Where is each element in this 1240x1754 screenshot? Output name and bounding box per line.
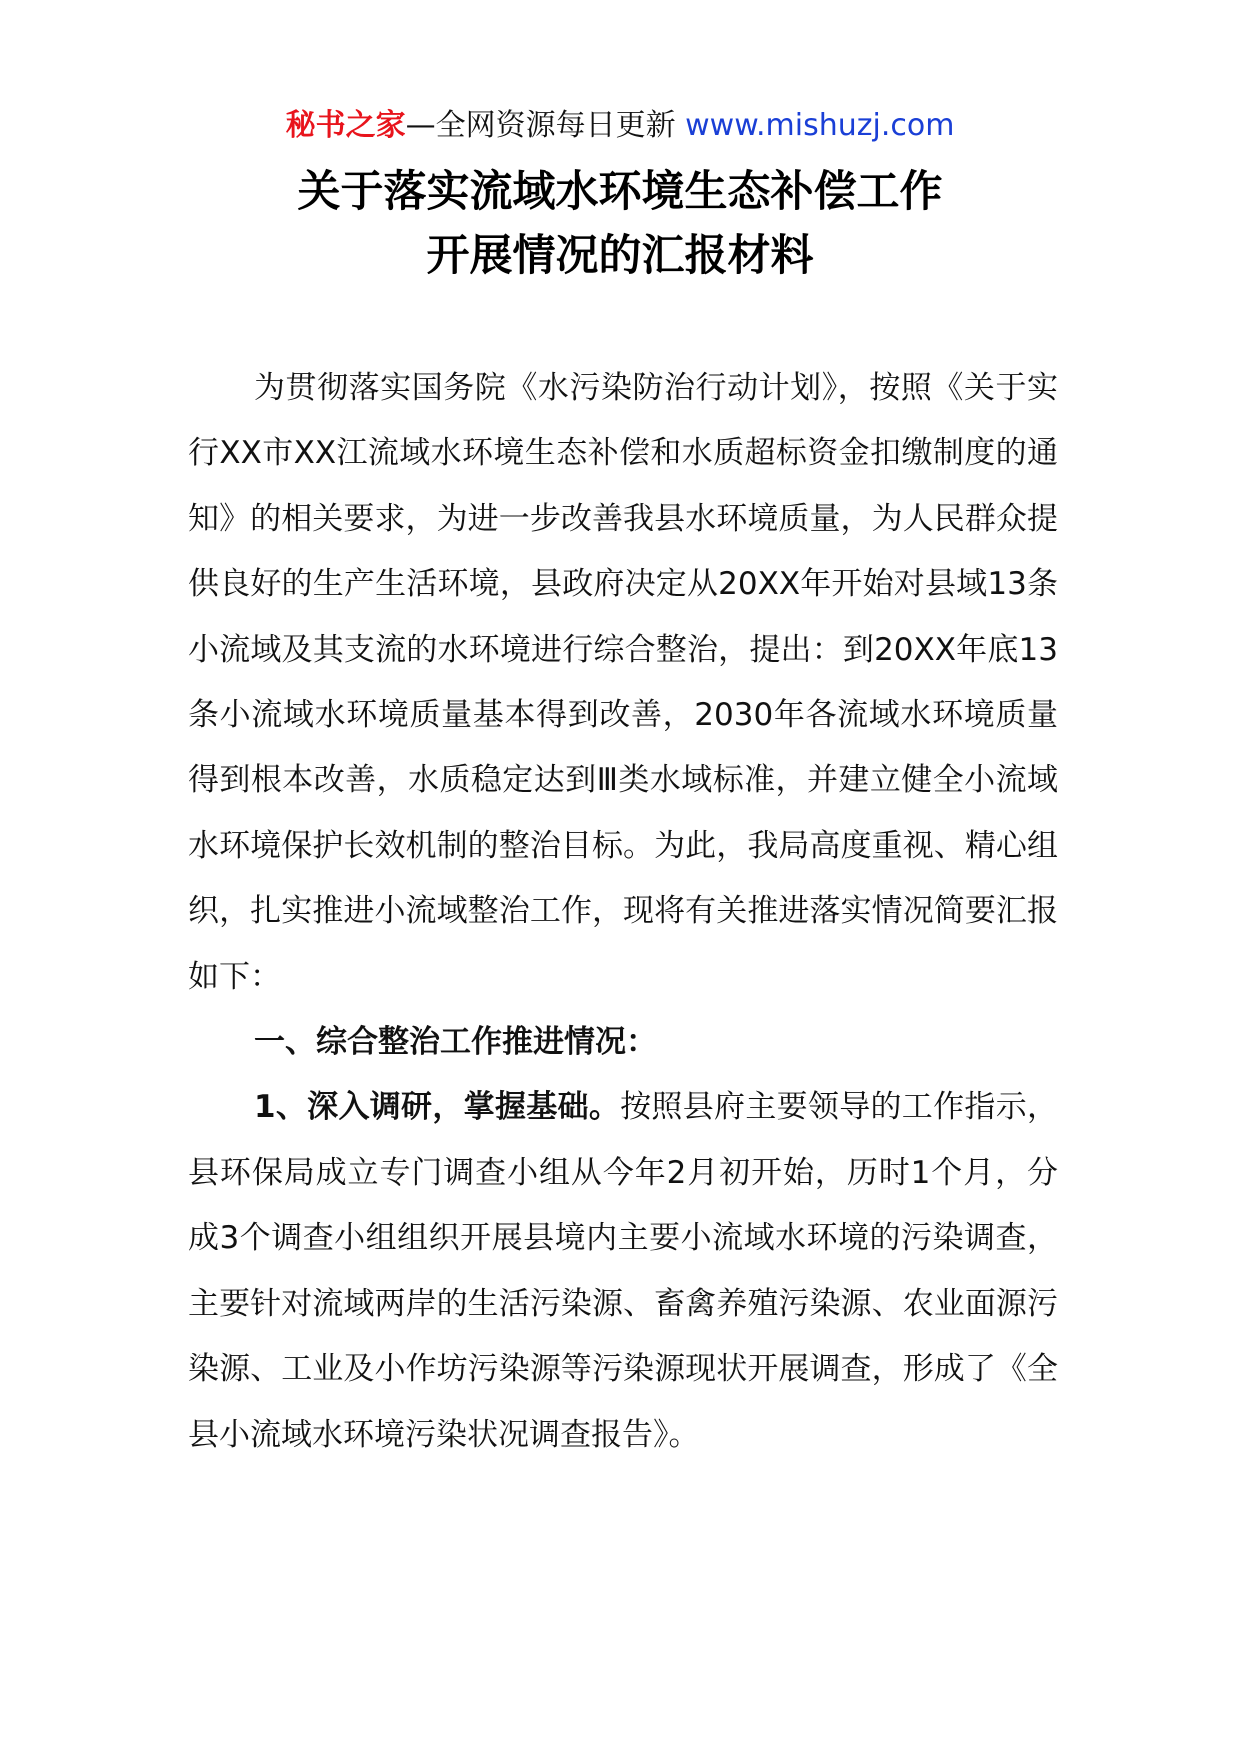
item-text: 按照县府主要领导的工作指示，县环保局成立专门调查小组从今年2月初开始，历时1个月，分成3个调查小组组织开展县境内主要小流域水环境的污染调查，主要针对流域两岸的生活污染源、畜禽养殖污染源、农业面源污染源、工业及小作坊污染源等污染源现状开展调查，形成了《全县小流域水环境污染状况调查报告》。	[188, 1089, 1058, 1453]
document-title	[0, 160, 1240, 288]
title-line-1: 关于落实流域水环境生态补偿工作	[297, 167, 943, 217]
item-lead: 1、深入调研，掌握基础。	[254, 1089, 621, 1126]
item-paragraph	[188, 1075, 1058, 1467]
section-heading: 一、综合整治工作推进情况：	[254, 1024, 657, 1061]
title-line-2: 开展情况的汇报材料	[426, 231, 814, 281]
document-body	[188, 356, 1058, 1468]
site-tagline: —全网资源每日更新	[405, 108, 686, 143]
site-header	[0, 104, 1240, 148]
site-brand: 秘书之家	[285, 108, 406, 143]
site-url-link[interactable]: www.mishuzj.com	[685, 108, 955, 143]
intro-paragraph: 为贯彻落实国务院《水污染防治行动计划》，按照《关于实行XX市XX江流域水环境生态补偿和水质超标资金扣缴制度的通知》的相关要求，为进一步改善我县水环境质量，为人民群众提供良好的生产生活环境，县政府决定从20XX年开始对县域13条小流域及其支流的水环境进行综合整治，提出：到20XX年底13条小流域水环境质量基本得到改善，2030年各流域水环境质量得到根本改善，水质稳定达到Ⅲ类水域标准，并建立健全小流域水环境保护长效机制的整治目标。为此，我局高度重视、精心组织，扎实推进小流域整治工作，现将有关推进落实情况简要汇报如下：	[188, 370, 1058, 995]
